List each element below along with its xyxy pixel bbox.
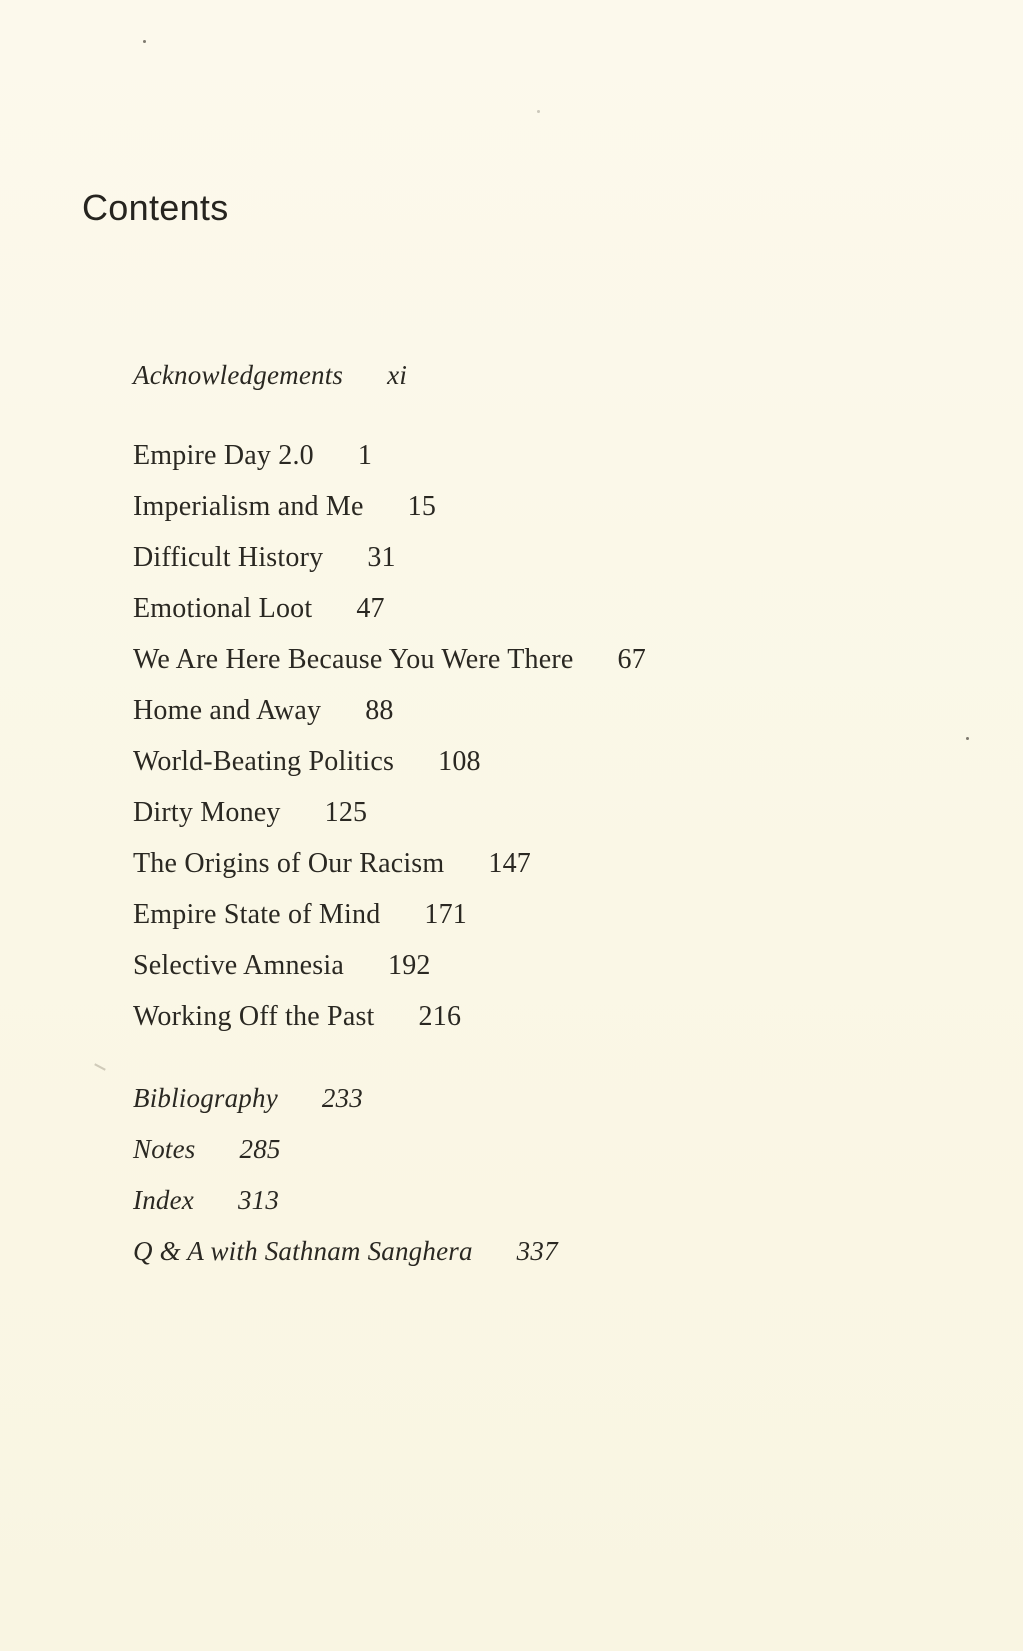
toc-entry-page: 125 <box>324 797 368 828</box>
toc-entry-title: Home and Away 88 <box>133 691 394 731</box>
toc-entry-page: 15 <box>407 491 437 522</box>
toc-entry-chapter-8[interactable] <box>0 793 900 833</box>
toc-entry-chapter-10[interactable] <box>0 895 900 935</box>
toc-entry-page: 216 <box>418 1001 462 1032</box>
contents-heading: Contents <box>82 187 229 228</box>
toc-entry-title: We Are Here Because You Were There 67 <box>133 640 646 680</box>
toc-entry-title: Empire State of Mind 171 <box>133 895 467 935</box>
toc-entry-chapter-7[interactable] <box>0 742 900 782</box>
toc-entry-page: 67 <box>617 644 646 675</box>
toc-entry-index[interactable] <box>0 1180 900 1220</box>
toc-entry-chapter-9[interactable] <box>0 844 900 884</box>
toc-entry-page: xi <box>387 360 408 390</box>
toc-entry-acknowledgements[interactable] <box>0 355 900 395</box>
toc-entry-bibliography[interactable] <box>0 1078 900 1118</box>
toc-entry-page: 192 <box>388 950 431 981</box>
toc-entry-title: Acknowledgements xi <box>133 355 407 395</box>
toc-entry-chapter-2[interactable] <box>0 487 900 527</box>
toc-entry-chapter-4[interactable] <box>0 589 900 629</box>
toc-entry-title: The Origins of Our Racism 147 <box>133 844 531 884</box>
toc-entry-page: 147 <box>488 848 531 879</box>
toc-entry-title: Working Off the Past 216 <box>133 997 461 1037</box>
toc-entry-chapter-3[interactable] <box>0 538 900 578</box>
toc-entry-title: Index 313 <box>133 1180 279 1220</box>
toc-entry-title: Difficult History 31 <box>133 538 396 578</box>
toc-entry-title: Notes 285 <box>133 1129 281 1169</box>
toc-entry-page: 108 <box>438 746 481 777</box>
toc-entry-page: 1 <box>357 440 373 471</box>
toc-entry-title: Q & A with Sathnam Sanghera 337 <box>133 1231 558 1271</box>
toc-entry-chapter-6[interactable] <box>0 691 900 731</box>
toc-entry-page: 31 <box>367 542 396 573</box>
toc-entry-title: Imperialism and Me 15 <box>133 487 436 527</box>
toc-entry-page: 313 <box>237 1185 280 1215</box>
toc-entry-title: Empire Day 2.0 1 <box>133 436 372 476</box>
toc-entry-title: Dirty Money 125 <box>133 793 367 833</box>
toc-entry-title: Selective Amnesia 192 <box>133 946 431 986</box>
toc-entry-title: World-Beating Politics 108 <box>133 742 481 782</box>
toc-entry-page: 88 <box>365 695 394 726</box>
toc-entry-notes[interactable] <box>0 1129 900 1169</box>
toc-entry-title: Emotional Loot 47 <box>133 589 385 629</box>
toc-entry-page: 233 <box>321 1083 363 1113</box>
toc-entry-chapter-5[interactable] <box>0 640 900 680</box>
toc-entry-chapter-12[interactable] <box>0 997 900 1037</box>
toc-entry-page: 285 <box>239 1134 281 1164</box>
toc-entry-q-and-a[interactable] <box>0 1231 900 1271</box>
toc-entry-chapter-11[interactable] <box>0 946 900 986</box>
toc-entry-page: 337 <box>516 1236 558 1266</box>
toc-entry-title: Bibliography 233 <box>133 1078 363 1118</box>
toc-entry-page: 47 <box>356 593 385 624</box>
toc-entry-chapter-1[interactable] <box>0 436 900 476</box>
toc-entry-page: 171 <box>424 899 468 930</box>
